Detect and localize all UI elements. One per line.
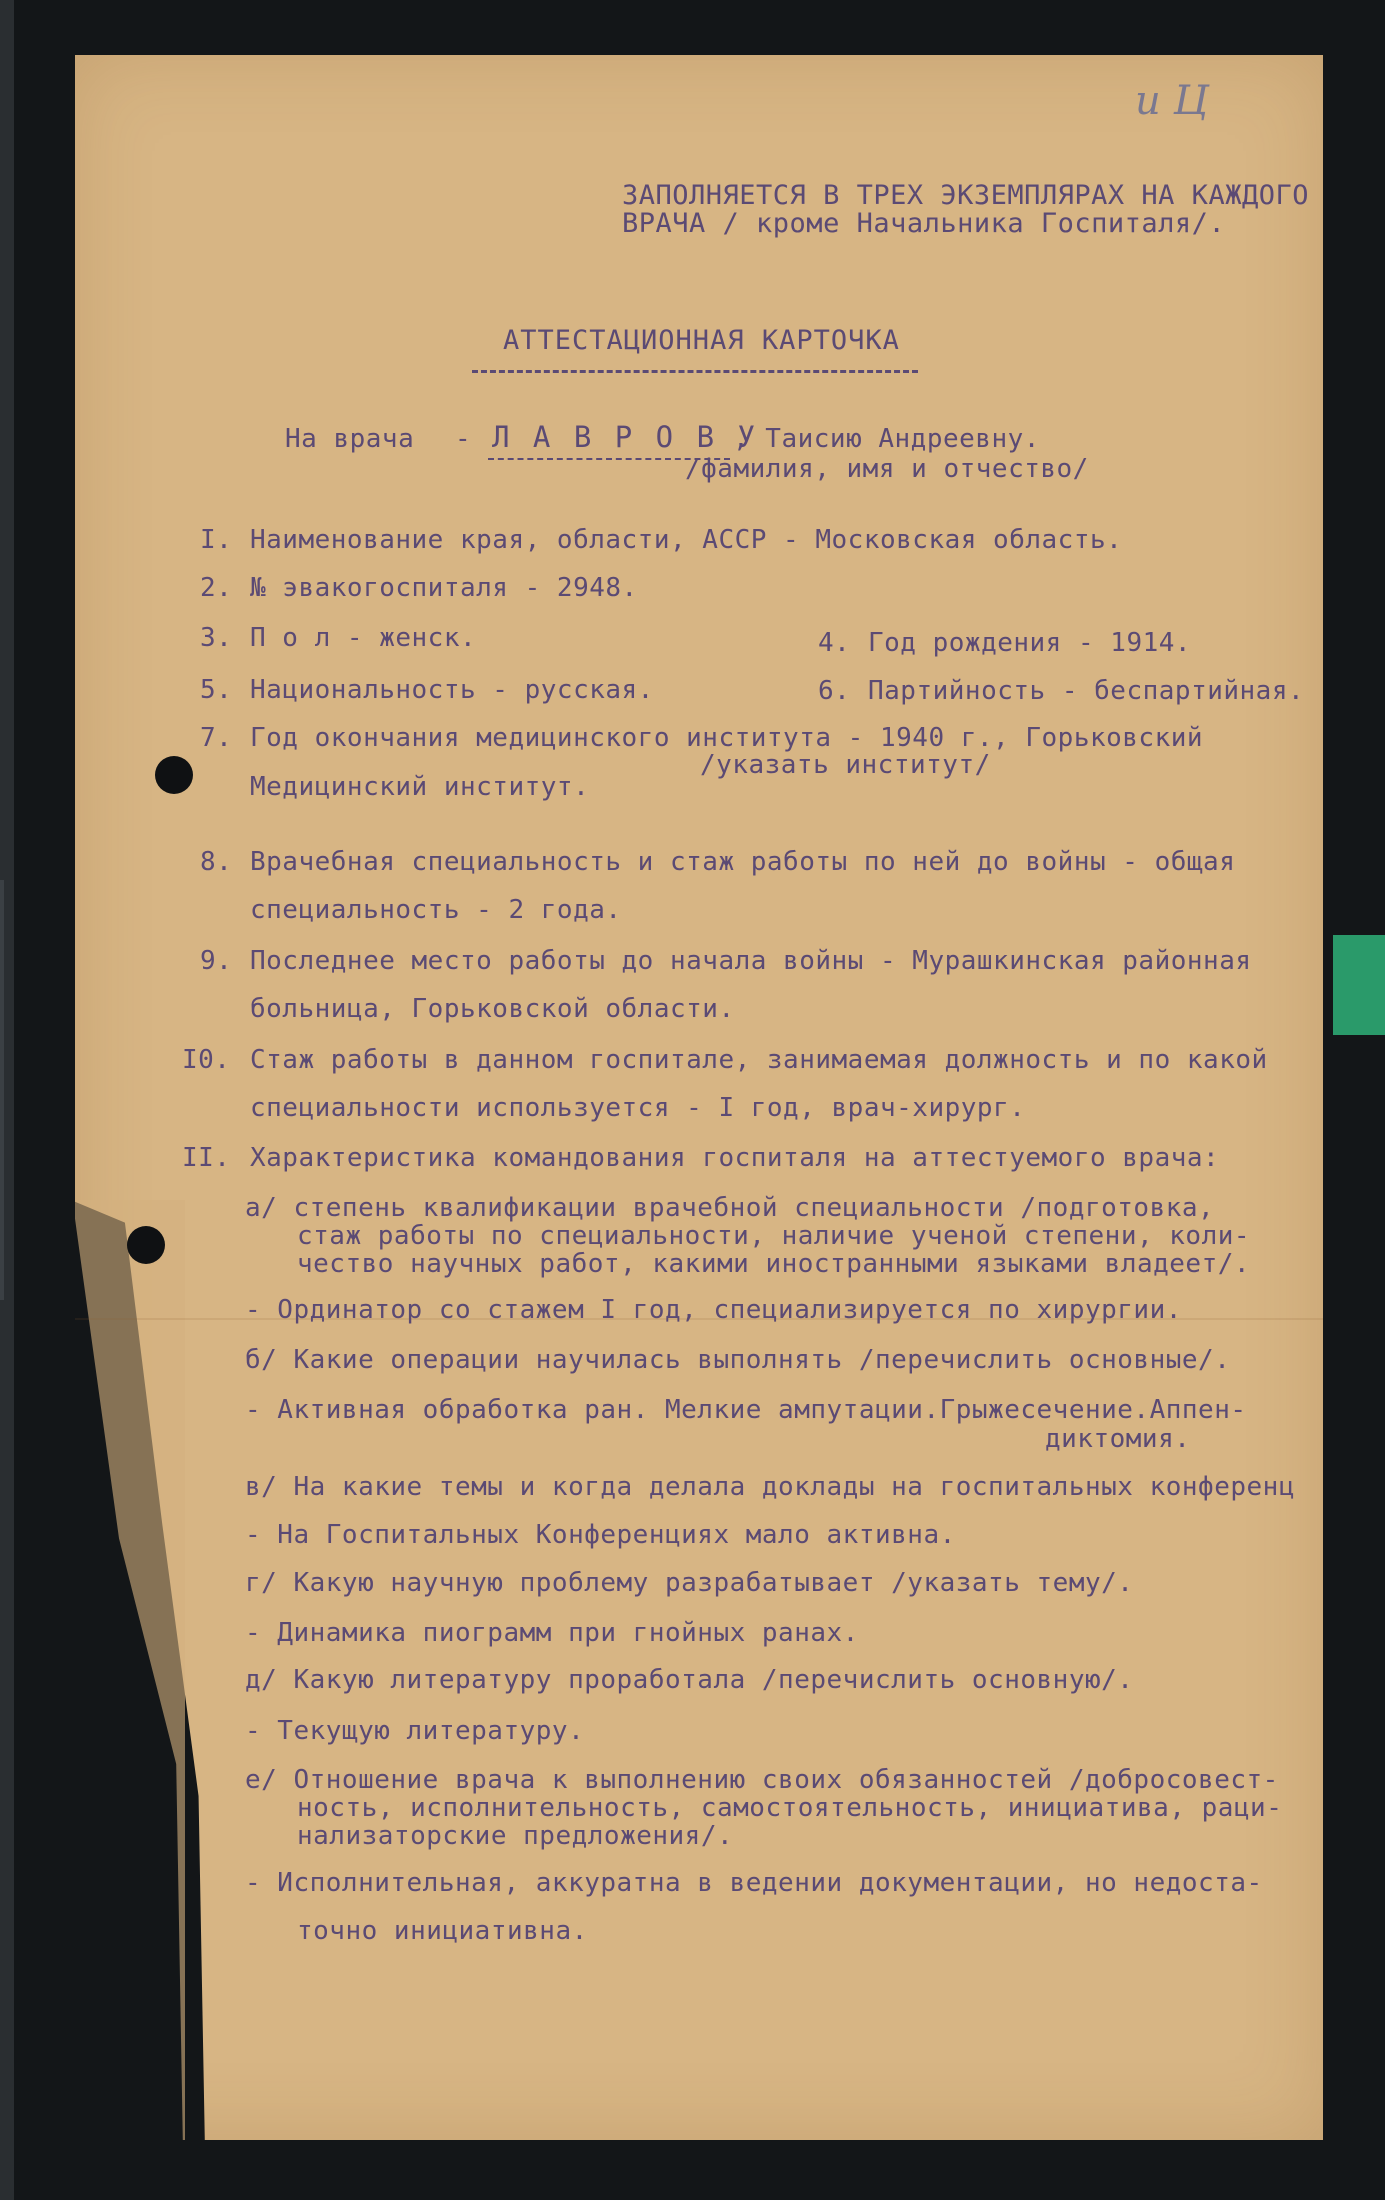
subitem-v-answer: - На Госпитальных Конференциях мало активна. xyxy=(245,1520,956,1550)
subject-hint: /фамилия, имя и отчество/ xyxy=(685,454,1089,484)
subitem-e-question-line2: ность, исполнительность, самостоятельность, инициатива, раци- xyxy=(297,1793,1283,1823)
subitem-a-question-line3: чество научных работ, какими иностранными языками владеет/. xyxy=(297,1249,1251,1279)
item-5-number: 5. xyxy=(200,675,233,705)
subitem-b-answer-line1: - Активная обработка ран. Мелкие ампутации.Грыжесечение.Аппен- xyxy=(245,1395,1247,1425)
document-title: АТТЕСТАЦИОННАЯ КАРТОЧКА xyxy=(503,325,900,356)
subitem-g-answer: - Динамика пиограмм при гнойных ранах. xyxy=(245,1618,859,1648)
item-8-line1: Врачебная специальность и стаж работы по ней до войны - общая xyxy=(250,847,1236,877)
item-9-line2: больница, Горьковской области. xyxy=(250,994,735,1024)
item-2-number: 2. xyxy=(200,573,233,603)
item-6-text: Партийность - беспартийная. xyxy=(868,676,1305,706)
item-6-number: 6. xyxy=(818,676,851,706)
item-4-number: 4. xyxy=(818,628,851,658)
item-8-line2: специальность - 2 года. xyxy=(250,895,622,925)
header-note-line1: ЗАПОЛНЯЕТСЯ В ТРЕХ ЭКЗЕМПЛЯРАХ НА КАЖДОГО xyxy=(622,180,1309,211)
subitem-b-answer-line2: диктомия. xyxy=(1045,1424,1191,1454)
handwritten-corner-mark: и Ц xyxy=(1135,78,1209,124)
subitem-d-answer: - Текущую литературу. xyxy=(245,1716,585,1746)
title-underline xyxy=(472,370,918,373)
item-8-number: 8. xyxy=(200,847,233,877)
punch-hole-bottom xyxy=(127,1226,165,1264)
item-7-hint: /указать институт/ xyxy=(700,750,991,780)
subject-given-names: , Таисию Андреевну. xyxy=(733,424,1040,454)
item-9-number: 9. xyxy=(200,946,233,976)
torn-paper-edge xyxy=(75,1200,185,2140)
item-3-number: 3. xyxy=(200,623,233,653)
item-7-line1: Год окончания медицинского института - 1940 г., Горьковский xyxy=(250,723,1204,753)
item-1-number: I. xyxy=(200,525,233,555)
item-10-line1: Стаж работы в данном госпитале, занимаемая должность и по какой xyxy=(250,1045,1268,1075)
subitem-a-answer: - Ординатор со стажем I год, специализируется по хирургии. xyxy=(245,1295,1182,1325)
subitem-d-question: д/ Какую литературу проработала /перечислить основную/. xyxy=(245,1665,1134,1695)
subject-dash: - xyxy=(455,424,472,454)
subitem-a-question-line2: стаж работы по специальности, наличие ученой степени, коли- xyxy=(297,1221,1251,1251)
punch-hole-top xyxy=(155,756,193,794)
folder-green-tab xyxy=(1333,935,1385,1035)
subitem-b-question: б/ Какие операции научилась выполнять /перечислить основные/. xyxy=(245,1345,1231,1375)
subject-prefix: На врача xyxy=(285,424,415,454)
subitem-g-question: г/ Какую научную проблему разрабатывает /указать тему/. xyxy=(245,1568,1134,1598)
item-1-text: Наименование края, области, АССР - Московская область. xyxy=(250,525,1123,555)
item-7-line2: Медицинский институт. xyxy=(250,772,590,802)
item-9-line1: Последнее место работы до начала войны - Мурашкинская районная xyxy=(250,946,1252,976)
subitem-v-question: в/ На какие темы и когда делала доклады на госпитальных конференц xyxy=(245,1472,1295,1502)
subitem-e-question-line1: е/ Отношение врача к выполнению своих обязанностей /добросовест- xyxy=(245,1765,1279,1795)
subject-surname: Л А В Р О В У xyxy=(492,420,758,454)
item-10-number: I0. xyxy=(182,1045,231,1075)
item-2-text: № эвакогоспиталя - 2948. xyxy=(250,573,638,603)
subitem-e-question-line3: нализаторские предложения/. xyxy=(297,1821,734,1851)
item-10-line2: специальности используется - I год, врач-хирург. xyxy=(250,1093,1026,1123)
item-3-text: П о л - женск. xyxy=(250,623,477,653)
subitem-e-answer-line2: точно инициативна. xyxy=(297,1916,588,1946)
item-5-text: Национальность - русская. xyxy=(250,675,654,705)
subitem-a-question-line1: а/ степень квалификации врачебной специальности /подготовка, xyxy=(245,1193,1215,1223)
item-7-number: 7. xyxy=(200,723,233,753)
item-4-text: Год рождения - 1914. xyxy=(868,628,1192,658)
folder-edge xyxy=(0,880,4,1300)
item-11-number: II. xyxy=(182,1143,231,1173)
item-11-text: Характеристика командования госпиталя на аттестуемого врача: xyxy=(250,1143,1220,1173)
subitem-e-answer-line1: - Исполнительная, аккуратна в ведении документации, но недоста- xyxy=(245,1868,1263,1898)
header-note-line2: ВРАЧА / кроме Начальника Госпиталя/. xyxy=(622,208,1226,239)
